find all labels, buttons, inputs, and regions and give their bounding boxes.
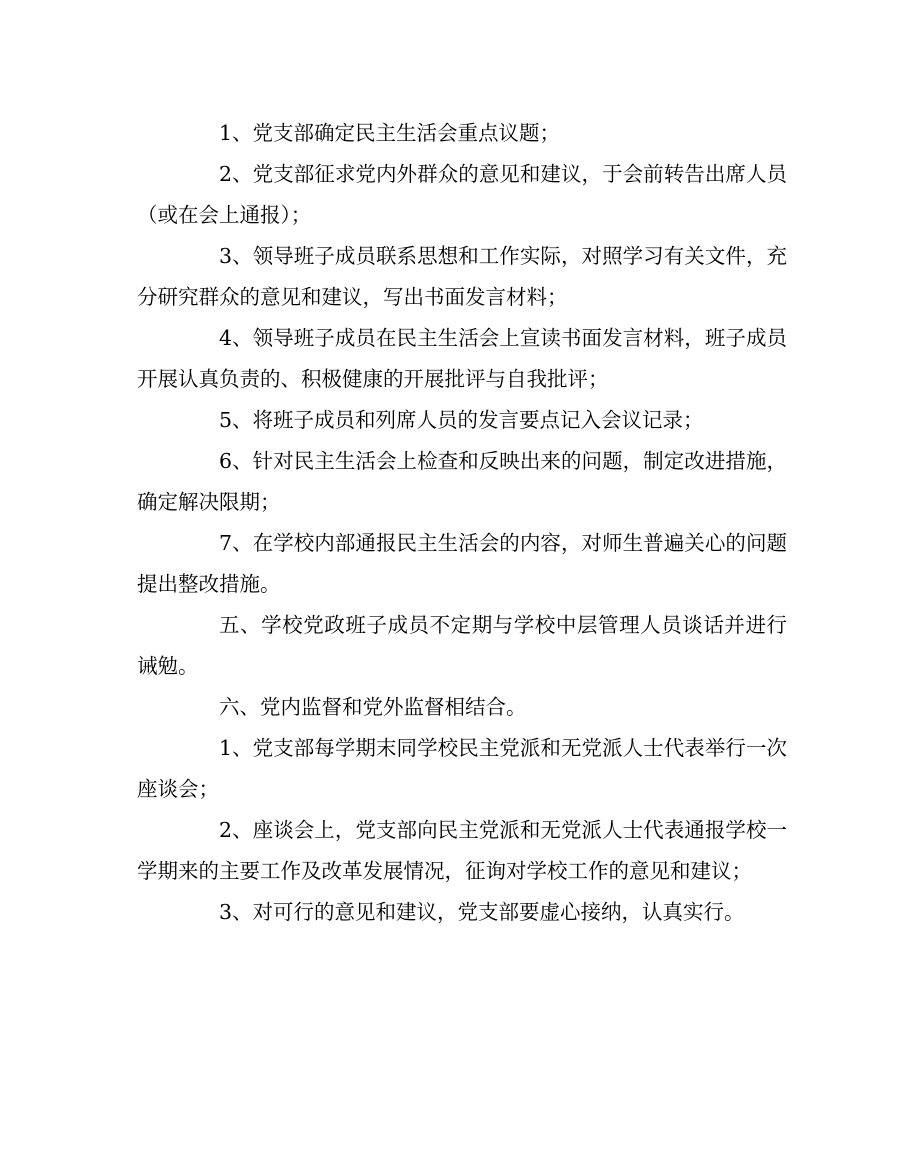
- paragraph-8: 1、党支部每学期末同学校民主党派和无党派人士代表举行一次座谈会；: [137, 736, 787, 801]
- document-body: [137, 113, 787, 933]
- paragraph-6: 6、针对民主生活会上检查和反映出来的问题，制定改进措施，确定解决限期；: [137, 449, 787, 514]
- paragraph-10: 3、对可行的意见和建议，党支部要虚心接纳，认真实行。: [219, 900, 745, 924]
- paragraph-3: 3、领导班子成员联系思想和工作实际，对照学习有关文件，充分研究群众的意见和建议，写出书面发言材料；: [137, 244, 787, 309]
- paragraph-9: 2、座谈会上，党支部向民主党派和无党派人士代表通报学校一学期来的主要工作及改革发展情况，征询对学校工作的意见和建议；: [137, 818, 787, 883]
- paragraph-2: 2、党支部征求党内外群众的意见和建议，于会前转告出席人员（或在会上通报）；: [137, 162, 787, 227]
- paragraph-5: 5、将班子成员和列席人员的发言要点记入会议记录；: [219, 408, 704, 432]
- paragraph-section-6: 六、党内监督和党外监督相结合。: [219, 695, 527, 719]
- paragraph-section-5: 五、学校党政班子成员不定期与学校中层管理人员谈话并进行诫勉。: [137, 613, 787, 678]
- paragraph-4: 4、领导班子成员在民主生活会上宣读书面发言材料，班子成员开展认真负责的、积极健康的开展批评与自我批评；: [137, 326, 787, 391]
- paragraph-1: 1、党支部确定民主生活会重点议题；: [219, 121, 561, 145]
- paragraph-7: 7、在学校内部通报民主生活会的内容，对师生普遍关心的问题提出整改措施。: [137, 531, 787, 596]
